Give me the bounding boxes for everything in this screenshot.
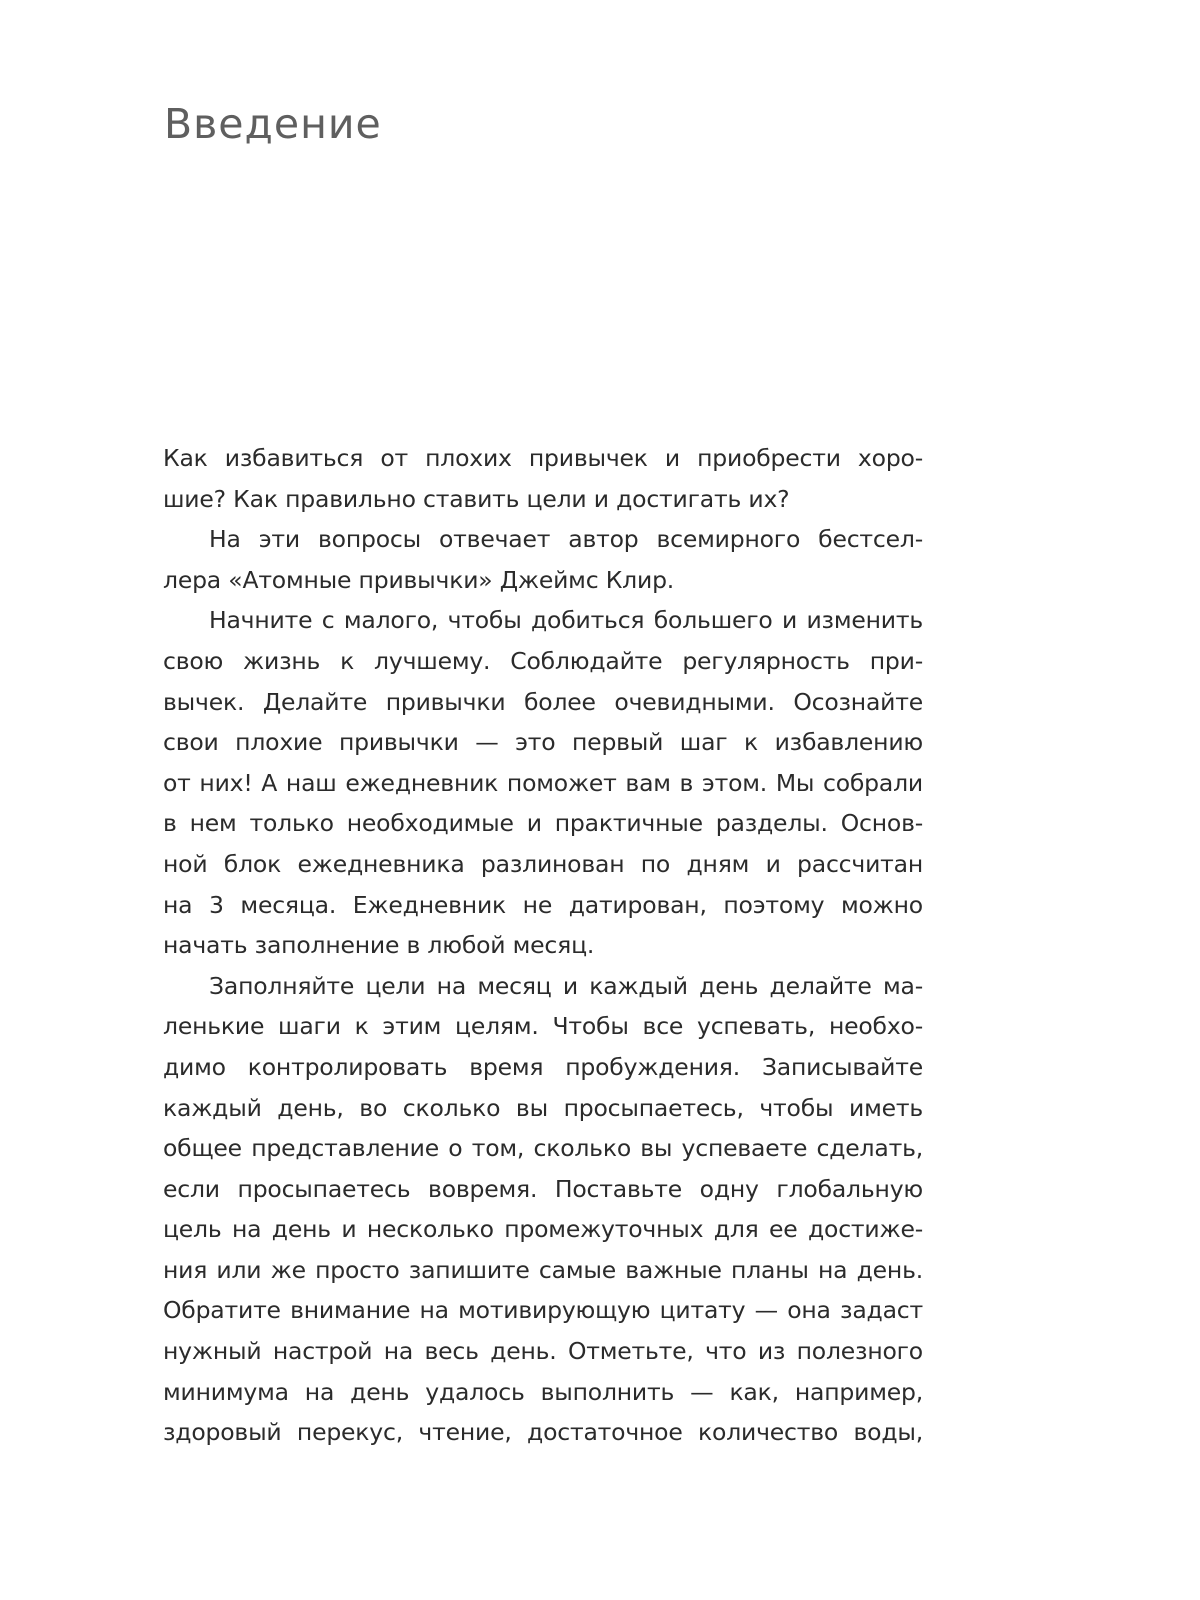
page-title: Введение	[164, 100, 382, 148]
text-line: в нем только необходимые и практичные разделы. Основ-	[163, 809, 923, 838]
text-line: цель на день и несколько промежуточных для ее достиже-	[163, 1215, 923, 1244]
text-line: Заполняйте цели на месяц и каждый день делайте ма-	[209, 971, 923, 1000]
text-line: от них! А наш ежедневник поможет вам в этом. Мы собрали	[163, 768, 923, 797]
text-line: свои плохие привычки — это первый шаг к избавлению	[163, 728, 923, 757]
text-line: Обратите внимание на мотивирующую цитату — она задаст	[163, 1296, 923, 1325]
text-line: димо контролировать время пробуждения. Записывайте	[163, 1052, 923, 1081]
text-line: вычек. Делайте привычки более очевидными. Осознайте	[163, 687, 923, 716]
text-line: ной блок ежедневника разлинован по дням и рассчитан	[163, 849, 923, 878]
text-line: на 3 месяца. Ежедневник не датирован, поэтому можно	[163, 890, 923, 919]
text-line: если просыпаетесь вовремя. Поставьте одну глобальную	[163, 1174, 923, 1203]
body-text	[163, 438, 943, 1453]
text-line: Начните с малого, чтобы добиться большего и изменить	[209, 606, 923, 635]
text-line: ленькие шаги к этим целям. Чтобы все успевать, необхо-	[163, 1012, 923, 1041]
text-line: каждый день, во сколько вы просыпаетесь, чтобы иметь	[163, 1093, 923, 1122]
text-line: здоровый перекус, чтение, достаточное количество воды,	[163, 1418, 923, 1447]
text-line: шие? Как правильно ставить цели и достигать их?	[163, 484, 790, 513]
text-line: нужный настрой на весь день. Отметьте, что из полезного	[163, 1337, 923, 1366]
text-line: лера «Атомные привычки» Джеймс Клир.	[163, 565, 675, 594]
text-line: свою жизнь к лучшему. Соблюдайте регулярность при-	[163, 646, 923, 675]
text-line: начать заполнение в любой месяц.	[163, 931, 595, 960]
text-line: Как избавиться от плохих привычек и приобрести хоро-	[163, 444, 923, 472]
text-line: минимума на день удалось выполнить — как, например,	[163, 1377, 923, 1406]
text-line: ния или же просто запишите самые важные планы на день.	[163, 1255, 923, 1284]
text-line: общее представление о том, сколько вы успеваете сделать,	[163, 1134, 923, 1163]
text-line: На эти вопросы отвечает автор всемирного бестсел-	[209, 525, 923, 554]
